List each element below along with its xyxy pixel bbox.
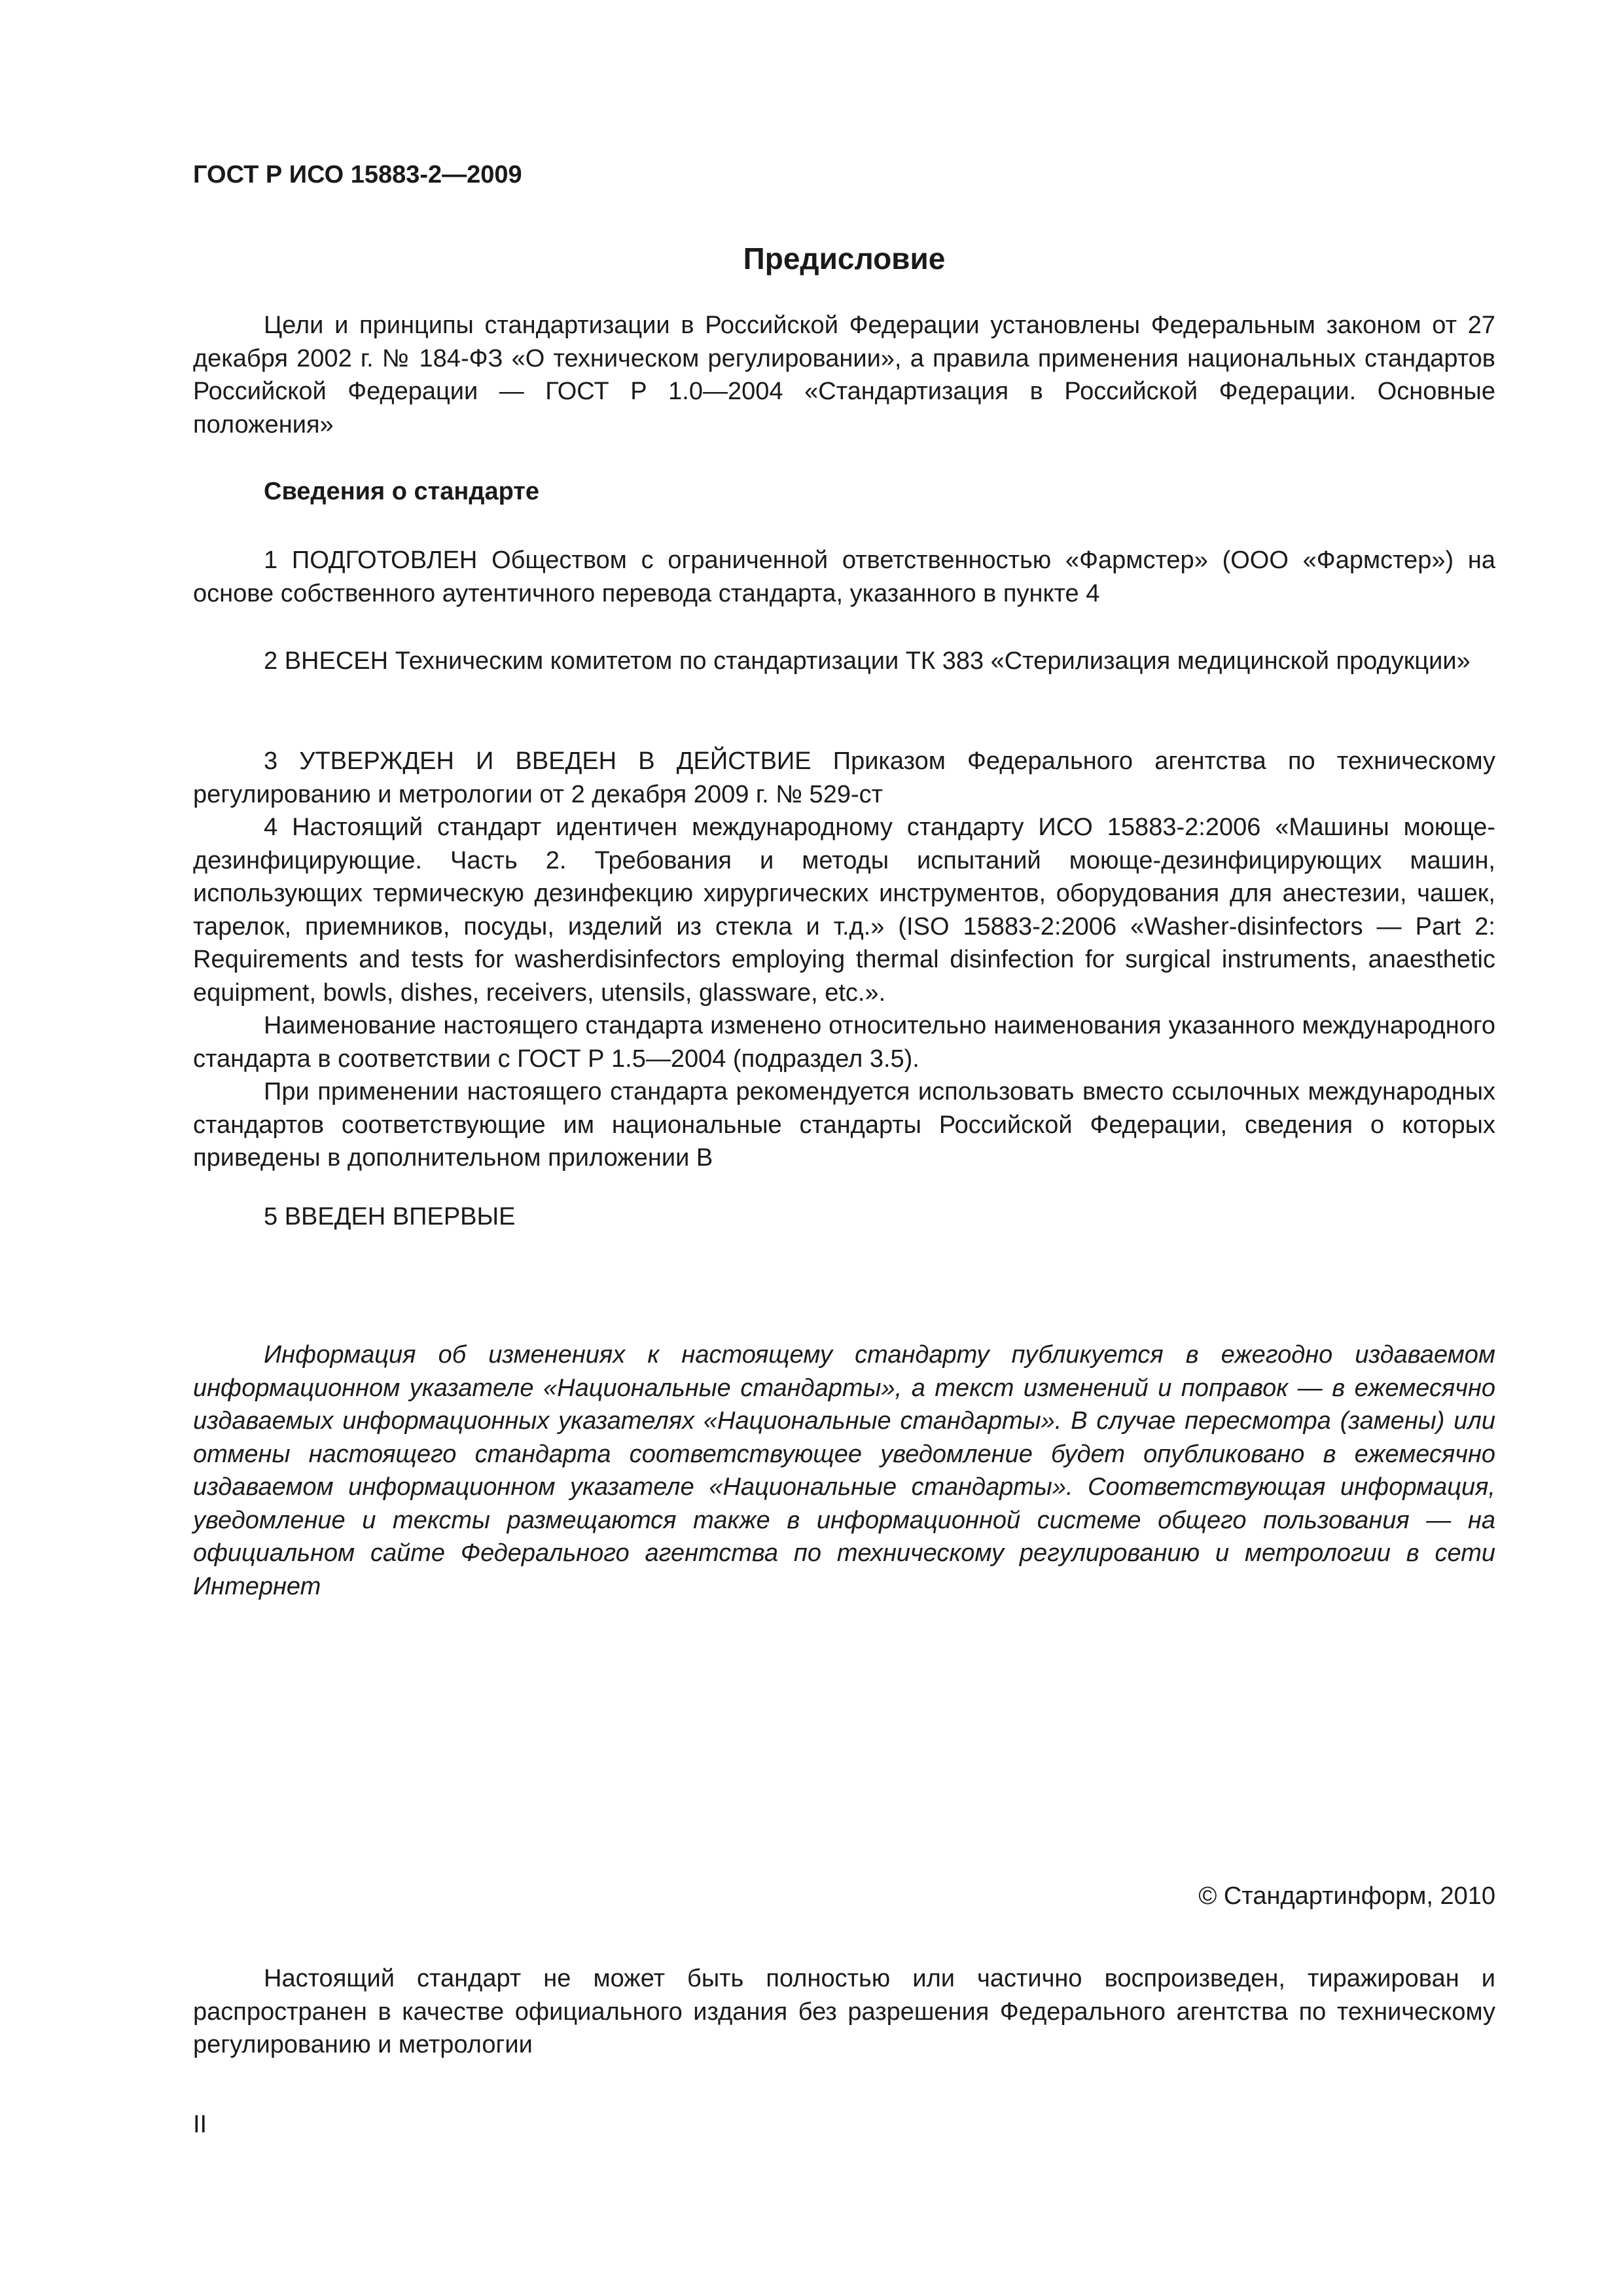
item-2-block bbox=[193, 645, 1495, 678]
notice-paragraph: Информация об изменениях к настоящему стандарту публикуется в ежегодно издаваемом информационном указателе «Национальные стандарты», а текст изменений и поправок — в ежемесячно издаваемых информационных указателях «Национальные стандарты». В случае пересмотра (замены) или отмены настоящего стандарта соответствующее уведомление будет опубликовано в ежемесячно издаваемом информационном указателе «Национальные стандарты». Соответствующая информация, уведомление и тексты размещаются также в информационной системе общего пользования — на официальном сайте Федерального агентства по техническому регулированию и метрологии в сети Интернет bbox=[193, 1341, 1495, 1600]
section-subtitle: Сведения о стандарте bbox=[264, 478, 540, 505]
page-number: II bbox=[193, 2111, 207, 2138]
intro-paragraph: Цели и принципы стандартизации в Российской Федерации установлены Федеральным законом от 27 декабря 2002 г. № 184-ФЗ «О техническом регулировании», а правила применения национальных стандартов Российской Федерации — ГОСТ Р 1.0—2004 «Стандартизация в Российской Федерации. Основные положения» bbox=[193, 312, 1495, 439]
item-3-4-block bbox=[193, 745, 1495, 1175]
item-1-paragraph: 1 ПОДГОТОВЛЕН Обществом с ограниченной ответственностью «Фармстер» (ООО «Фармстер») на основе собственного аутентичного перевода стандарта, указанного в пункте 4 bbox=[193, 547, 1495, 607]
item-4-note-2: При применении настоящего стандарта рекомендуется использовать вместо ссылочных международных стандартов соответствующие им национальные стандарты Российской Федерации, сведения о которых приведены в дополнительном приложении В bbox=[193, 1078, 1495, 1172]
section-title: Предисловие bbox=[743, 242, 946, 276]
document-code: ГОСТ Р ИСО 15883-2—2009 bbox=[193, 161, 522, 188]
disclaimer-paragraph: Настоящий стандарт не может быть полностью или частично воспроизведен, тиражирован и распространен в качестве официального издания без разрешения Федерального агентства по техническому регулированию и метрологии bbox=[193, 1965, 1495, 2058]
item-5-paragraph: 5 ВВЕДЕН ВПЕРВЫЕ bbox=[264, 1203, 516, 1230]
item-4-paragraph: 4 Настоящий стандарт идентичен международному стандарту ИСО 15883-2:2006 «Машины моюще-дезинфицирующие. Часть 2. Требования и методы испытаний моюще-дезинфицирующих машин, использующих термическую дезинфекцию хирургических инструментов, оборудования для анестезии, чашек, тарелок, приемников, посуды, изделий из стекла и т.д.» (ISO 15883-2:2006 «Washer-disinfectors — Part 2: Requirements and tests for washerdisinfectors employing thermal disinfection for surgical instruments, anaesthetic equipment, bowls, dishes, receivers, utensils, glassware, etc.». bbox=[193, 814, 1495, 1007]
intro-block bbox=[193, 309, 1495, 441]
item-1-block bbox=[193, 544, 1495, 610]
notice-block bbox=[193, 1338, 1495, 1603]
item-2-paragraph: 2 ВНЕСЕН Техническим комитетом по стандартизации ТК 383 «Стерилизация медицинской продукции» bbox=[264, 647, 1471, 675]
copyright-line: © Стандартинформ, 2010 bbox=[1198, 1882, 1495, 1910]
disclaimer-block bbox=[193, 1962, 1495, 2062]
item-3-paragraph: 3 УТВЕРЖДЕН И ВВЕДЕН В ДЕЙСТВИЕ Приказом Федерального агентства по техническому регулированию и метрологии от 2 декабря 2009 г. № 529-ст bbox=[193, 747, 1495, 808]
item-4-note-1: Наименование настоящего стандарта изменено относительно наименования указанного международного стандарта в соответствии с ГОСТ Р 1.5—2004 (подраздел 3.5). bbox=[193, 1012, 1495, 1073]
